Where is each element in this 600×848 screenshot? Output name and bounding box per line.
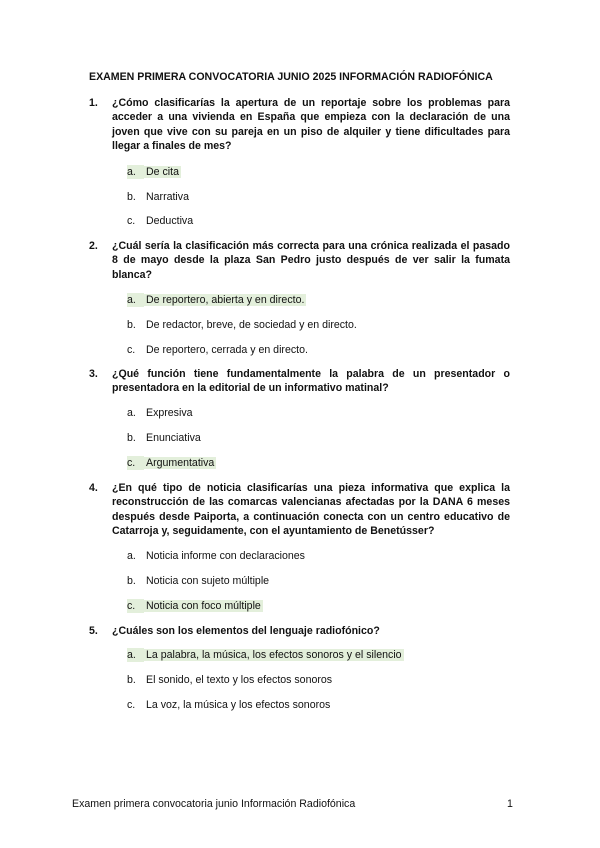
option-letter: a. bbox=[127, 165, 144, 179]
question-number: 1. bbox=[89, 97, 98, 109]
option-text: Deductiva bbox=[146, 215, 194, 227]
q2-option-a bbox=[127, 293, 306, 307]
question-text: ¿Cuáles son los elementos del lenguaje radiofónico? bbox=[112, 625, 380, 637]
option-letter: a. bbox=[127, 550, 136, 562]
question-3 bbox=[89, 367, 510, 396]
option-text: Expresiva bbox=[146, 407, 193, 419]
question-number: 2. bbox=[89, 240, 98, 252]
option-text: El sonido, el texto y los efectos sonoros bbox=[146, 674, 333, 686]
option-letter: c. bbox=[127, 344, 136, 356]
option-letter: a. bbox=[127, 293, 144, 307]
option-text: De redactor, breve, de sociedad y en directo. bbox=[146, 319, 357, 331]
question-2 bbox=[89, 239, 510, 282]
q1-option-b bbox=[127, 190, 191, 204]
option-letter: a. bbox=[127, 648, 144, 662]
option-text: De reportero, abierta y en directo. bbox=[146, 294, 305, 306]
option-letter: b. bbox=[127, 319, 136, 331]
q5-option-a bbox=[127, 648, 404, 662]
option-letter: c. bbox=[127, 599, 144, 613]
option-text: Noticia informe con declaraciones bbox=[146, 550, 305, 562]
option-letter: b. bbox=[127, 432, 136, 444]
option-letter: a. bbox=[127, 407, 136, 419]
option-text: De reportero, cerrada y en directo. bbox=[146, 344, 308, 356]
question-text: ¿Qué función tiene fundamentalmente la palabra de un presentador o presentadora en la editorial de un informativo matinal? bbox=[112, 368, 510, 395]
q5-option-b bbox=[127, 673, 334, 687]
q4-option-b bbox=[127, 574, 271, 588]
option-letter: c. bbox=[127, 215, 136, 227]
q5-option-c bbox=[127, 698, 332, 712]
option-text: Noticia con sujeto múltiple bbox=[146, 575, 270, 587]
question-1 bbox=[89, 96, 510, 153]
q2-option-b bbox=[127, 318, 359, 332]
q3-option-b bbox=[127, 431, 203, 445]
q3-option-a bbox=[127, 406, 195, 420]
question-5 bbox=[89, 624, 510, 638]
option-letter: b. bbox=[127, 674, 136, 686]
question-number: 5. bbox=[89, 625, 98, 637]
option-text: Enunciativa bbox=[146, 432, 201, 444]
q3-option-c bbox=[127, 456, 216, 470]
question-4 bbox=[89, 481, 510, 538]
option-letter: c. bbox=[127, 699, 136, 711]
exam-title: EXAMEN PRIMERA CONVOCATORIA JUNIO 2025 INFORMACIÓN RADIOFÓNICA bbox=[89, 71, 493, 83]
q1-option-a bbox=[127, 165, 181, 179]
option-text: Noticia con foco múltiple bbox=[146, 600, 261, 612]
page-number: 1 bbox=[507, 798, 513, 810]
question-text: ¿Cómo clasificarías la apertura de un reportaje sobre los problemas para acceder a una vivienda en España que empieza con la declaración de una joven que vive con su pareja en un piso de alquiler y tiene dificultades para llegar a finales de mes? bbox=[112, 97, 510, 152]
option-letter: b. bbox=[127, 575, 136, 587]
q1-option-c bbox=[127, 214, 195, 228]
option-text: Argumentativa bbox=[146, 457, 215, 469]
footer-text: Examen primera convocatoria junio Información Radiofónica bbox=[72, 798, 356, 810]
option-letter: b. bbox=[127, 191, 136, 203]
option-text: Narrativa bbox=[146, 191, 189, 203]
question-number: 4. bbox=[89, 482, 98, 494]
question-text: ¿Cuál sería la clasificación más correcta para una crónica realizada el pasado 8 de mayo desde la plaza San Pedro justo después de ver salir la fumata blanca? bbox=[112, 240, 510, 281]
option-text: La voz, la música y los efectos sonoros bbox=[146, 699, 331, 711]
q2-option-c bbox=[127, 343, 310, 357]
option-letter: c. bbox=[127, 456, 144, 470]
question-text: ¿En qué tipo de noticia clasificarías una pieza informativa que explica la reconstrucción de las comarcas valencianas afectadas por la DANA 6 meses después desde Paiporta, a continuación conecta con un centro educativo de Catarroja y, seguidamente, con el ayuntamiento de Benetússer? bbox=[112, 482, 510, 537]
q4-option-a bbox=[127, 549, 307, 563]
question-number: 3. bbox=[89, 368, 98, 380]
option-text: La palabra, la música, los efectos sonoros y el silencio bbox=[146, 649, 402, 661]
option-text: De cita bbox=[146, 166, 179, 178]
q4-option-c bbox=[127, 599, 263, 613]
